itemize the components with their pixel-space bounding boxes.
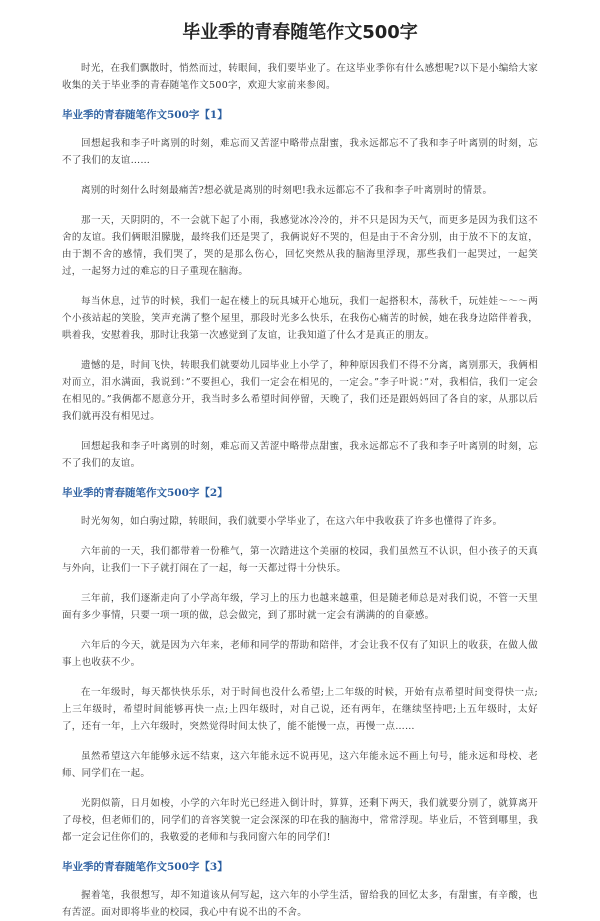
paragraph: 六年后的今天，就是因为六年来，老师和同学的帮助和陪伴，才会让我不仅有了知识上的收获，在做人做事上也收获不少。 xyxy=(62,640,538,668)
section-1 xyxy=(62,107,538,472)
paragraph: 遗憾的是，时间飞快，转眼我们就要幼儿园毕业上小学了，种种原因我们不得不分离，离别那天，我俩相对而立，泪水满面，我说到：”不要担心，我们一定会在相见的，一定会。”李子叶说：”对，我相信，我们一定会在相见的。”我俩都不愿意分开，我当时多么希望时间停留，天晚了，我们还是跟妈妈回了各自的家，从那以后我们就再没有相见过。 xyxy=(62,360,538,422)
paragraph: 三年前，我们逐渐走向了小学高年级，学习上的压力也越来越重，但是随老师总是对我们说，不管一天里面有多少事情，只要一项一项的做，总会做完，到了那时就一定会有满满的的自豪感。 xyxy=(62,593,538,621)
intro-paragraph: 时光，在我们飘散时，悄然而过，转眼间，我们要毕业了。在这毕业季你有什么感想呢?以下是小编给大家收集的关于毕业季的青春随笔作文500字，欢迎大家前来参阅。 xyxy=(62,63,538,91)
section-heading: 毕业季的青春随笔作文500字【2】 xyxy=(62,487,228,499)
paragraph: 虽然希望这六年能够永远不结束，这六年能永远不说再见，这六年能永远不画上句号，能永远和母校、老师、同学们在一起。 xyxy=(62,751,538,779)
paragraph: 离别的时刻什么时刻最痛苦?想必就是离别的时刻吧!我永远都忘不了我和李子叶离别时的情景。 xyxy=(81,185,493,196)
paragraph: 握着笔，我很想写，却不知道该从何写起，这六年的小学生活，留给我的回忆太多，有甜蜜，有辛酸，也有苦涩。面对即将毕业的校园，我心中有说不出的不舍。 xyxy=(62,890,538,918)
paragraph: 在一年级时，每天都快快乐乐，对于时间也没什么希望;上二年级的时候，开始有点希望时间变得快一点;上三年级时，希望时间能够再快一点;上四年级时，对自己说，还有两年，在继续坚持吧;上五年级时，太好了，还有一年，上六年级时，突然觉得时间太快了，能不能慢一点，再慢一点…… xyxy=(62,687,538,732)
paragraph: 回想起我和李子叶离别的时刻，难忘而又苦涩中略带点甜蜜，我永远都忘不了我和李子叶离别的时刻，忘不了我们的友谊…… xyxy=(62,138,538,166)
section-2 xyxy=(62,485,538,846)
paragraph: 六年前的一天，我们都带着一份稚气，第一次踏进这个美丽的校园，我们虽然互不认识，但小孩子的天真与外向，让我们一下子就打闹在了一起，每一天都过得十分快乐。 xyxy=(62,546,538,574)
section-3 xyxy=(62,859,538,921)
paragraph: 光阴似箭，日月如梭，小学的六年时光已经进入倒计时，算算，还剩下两天，我们就要分别了，就算离开了母校，但老师们的，同学们的音容笑貌一定会深深的印在我的脑海中，常常浮现。毕业后，不管到哪里，我都一定会记住你们的，我敬爱的老师和与我同窗六年的同学们! xyxy=(62,798,538,843)
section-heading: 毕业季的青春随笔作文500字【3】 xyxy=(62,861,228,873)
paragraph: 时光匆匆，如白驹过隙，转眼间，我们就要小学毕业了，在这六年中我收获了许多也懂得了许多。 xyxy=(81,516,503,527)
page-title: 毕业季的青春随笔作文500字 xyxy=(182,22,418,43)
section-heading: 毕业季的青春随笔作文500字【1】 xyxy=(62,109,228,121)
paragraph: 那一天，天阴阴的，不一会就下起了小雨，我感觉冰冷冷的，并不只是因为天气，而更多是因为我们这不舍的友谊。我们俩眼泪朦胧，最终我们还是哭了，我俩说好不哭的，但是由于不舍分别，由于放不下的友谊，由于割不舍的感情，我们哭了，哭的是那么伤心，回忆突然从我的脑海里浮现，那些我们一起哭过，一起笑过，一起努力过的难忘的日子重现在脑海。 xyxy=(62,215,538,277)
paragraph: 每当休息，过节的时候，我们一起在楼上的玩具城开心地玩，我们一起搭积木，荡秋千，玩娃娃～～～两个小孩站起的笑脸，笑声充满了整个屋里，那段时光多么快乐，在我伤心痛苦的时候，她在我身边陪伴着我，哄着我，安慰着我，那时让我第一次感觉到了友谊，让我知道了什么才是真正的朋友。 xyxy=(62,296,538,341)
paragraph: 回想起我和李子叶离别的时刻，难忘而又苦涩中略带点甜蜜，我永远都忘不了我和李子叶离别的时刻，忘不了我们的友谊。 xyxy=(62,441,538,469)
